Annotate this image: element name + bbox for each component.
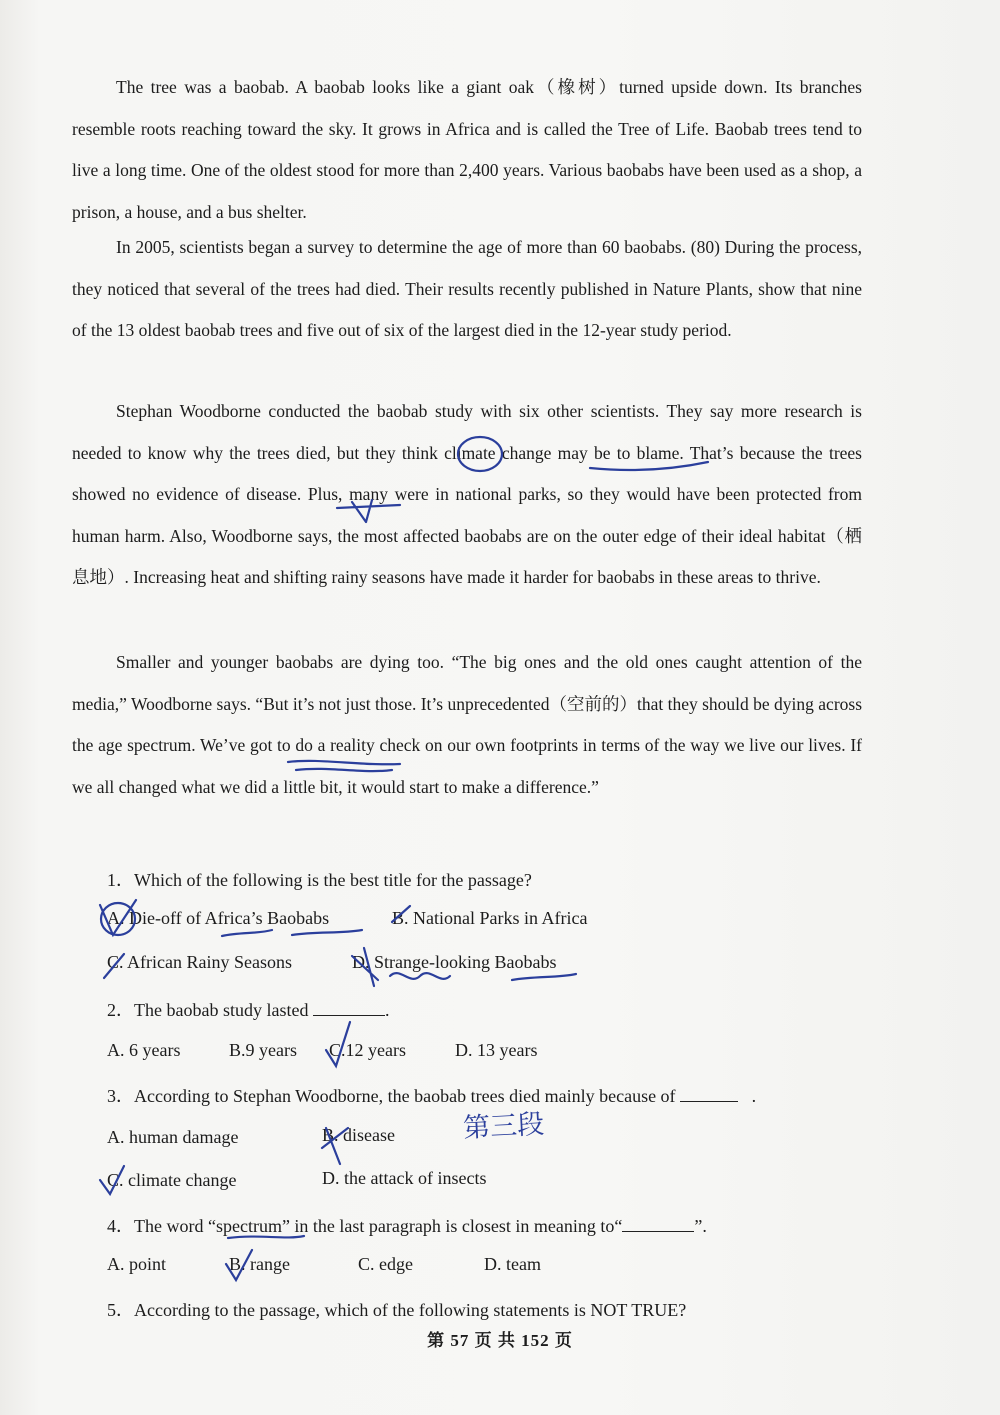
page-footer: 第 57 页 共 152 页 (427, 1331, 573, 1350)
question-3-option-d[interactable]: D. the attack of insects (322, 1168, 487, 1188)
question-2-option-c[interactable]: C.12 years (329, 1040, 406, 1060)
question-3-option-b[interactable]: B. disease (322, 1125, 395, 1145)
answer-blank (622, 1217, 694, 1232)
answer-blank (680, 1087, 738, 1102)
underline-mark (292, 930, 362, 935)
question-4-option-b[interactable]: B. range (229, 1254, 290, 1274)
question-2-option-d[interactable]: D. 13 years (455, 1040, 538, 1060)
question-3-option-c[interactable]: C. climate change (107, 1170, 237, 1190)
question-4-stem-end: ”. (694, 1216, 707, 1236)
question-3-option-a[interactable]: A. human damage (107, 1127, 239, 1147)
question-1-option-b[interactable]: B. National Parks in Africa (392, 908, 588, 928)
underline-mark (222, 930, 272, 936)
question-3-stem-text: 3．According to Stephan Woodborne, the baobab trees died mainly because of (107, 1086, 676, 1106)
question-4-stem (107, 1212, 707, 1238)
question-4-option-d[interactable]: D. team (484, 1254, 541, 1274)
question-2-stem-end: . (384, 1000, 390, 1020)
question-5-stem: 5．According to the passage, which of the following statements is NOT TRUE? (107, 1300, 687, 1320)
question-1-option-a[interactable]: A. Die-off of Africa’s Baobabs (107, 908, 330, 928)
underline-mark (512, 974, 576, 980)
paragraph-1: The tree was a baobab. A baobab looks like a giant oak（橡树）turned upside down. Its branches resemble roots reaching toward the sky. It grows in Africa and is called the Tree of Life. Baobab trees tend to live a long time. One of the oldest stood for more than 2,400 years. Various baobabs have been used as a shop, a prison, a house, and a bus shelter. (72, 77, 862, 222)
paragraph-2: In 2005, scientists began a survey to determine the age of more than 60 baobabs. (80) During the process, they noticed that several of the trees had died. Their results recently published in Nature Plants, show that nine of the 13 oldest baobab trees and five out of six of the largest died in the 12-year study period. (72, 237, 862, 340)
paragraph-4: Smaller and younger baobabs are dying too. “The big ones and the old ones caught attention of the media,” Woodborne says. “But it’s not just those. It’s unprecedented（空前的）that they should be dying across the age spectrum. We’ve got to do a reality check on our own footprints in terms of the way we live our lives. If we all changed what we did a little bit, it would start to make a difference.” (72, 652, 863, 797)
question-2-stem (107, 996, 389, 1022)
question-1-stem: 1．Which of the following is the best title for the passage? (107, 870, 532, 890)
squiggle-mark (390, 973, 450, 979)
question-1-option-c[interactable]: C. African Rainy Seasons (107, 952, 292, 972)
handwritten-note: 第三段 (462, 1108, 545, 1145)
question-4-option-c[interactable]: C. edge (358, 1254, 413, 1274)
question-2-stem-text: 2．The baobab study lasted (107, 1000, 309, 1020)
question-4-stem-text: 4．The word “spectrum” in the last paragraph is closest in meaning to“ (107, 1216, 623, 1236)
question-2-option-b[interactable]: B.9 years (229, 1040, 297, 1060)
question-2-option-a[interactable]: A. 6 years (107, 1040, 181, 1060)
question-3-stem-end: . (751, 1086, 757, 1106)
question-1-option-d[interactable]: D. Strange-looking Baobabs (352, 952, 557, 972)
answer-blank (313, 1001, 385, 1016)
question-3-stem (107, 1082, 756, 1108)
question-4-option-a[interactable]: A. point (107, 1254, 167, 1274)
paragraph-3: Stephan Woodborne conducted the baobab study with six other scientists. They say more research is needed to know why the trees died, but they think climate change may be to blame. That’s because the trees showed no evidence of disease. Plus, many were in national parks, so they would have been protected from human harm. Also, Woodborne says, the most affected baobabs are on the outer edge of their ideal habitat（栖息地）. Increasing heat and shifting rainy seasons have made it harder for baobabs in these areas to thrive. (72, 401, 862, 587)
